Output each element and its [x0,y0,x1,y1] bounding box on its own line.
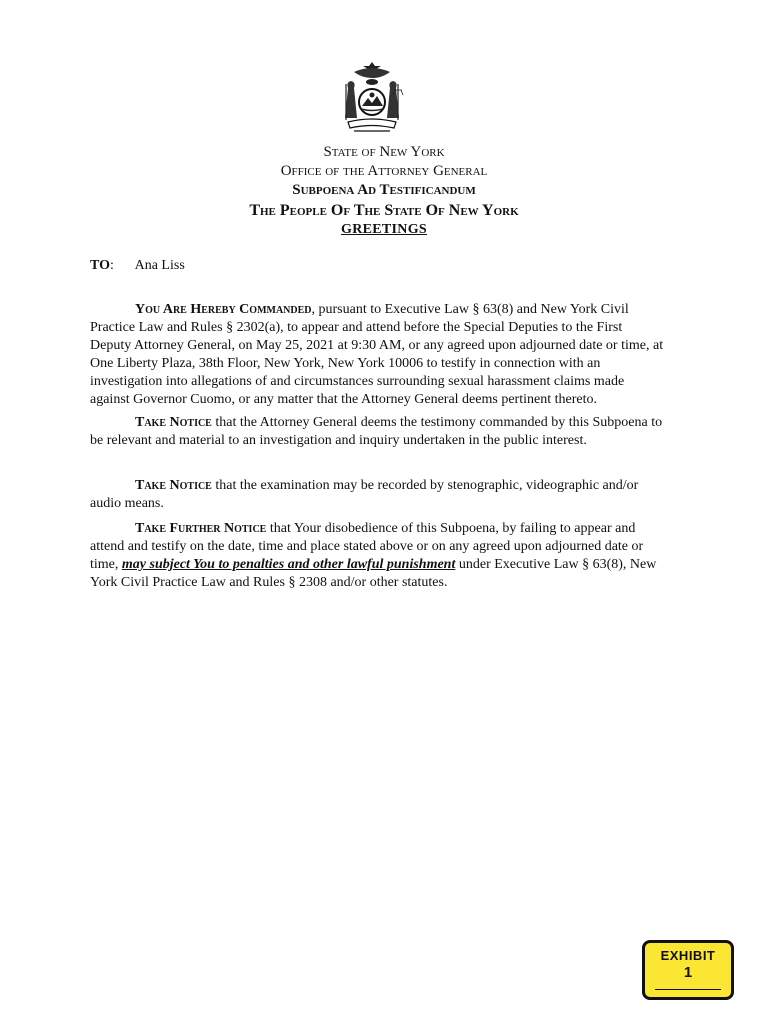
exhibit-label: EXHIBIT [660,948,716,963]
recipient-line [90,258,185,274]
paragraph-lead: You Are Hereby Commanded [135,302,312,317]
to-colon: : [109,258,114,273]
header-subpoena-title: Subpoena Ad Testificandum [292,182,476,198]
header-state: State of New York [323,144,445,160]
exhibit-signature-line [655,989,721,990]
header-people: The People Of The State Of New York [249,202,519,219]
paragraph-lead: Take Notice [135,415,212,430]
paragraph-body: that the examination may be recorded by stenographic, videographic and/or audio means. [90,478,639,511]
paragraph-body: that Your disobedience of this Subpoena, by failing to appear and attend and testify on the date, time and place stated above or on any agreed upon adjourned date or time, [90,521,644,572]
paragraph-further-notice [90,520,665,592]
paragraph-command [90,301,665,409]
paragraph-notice-recording [90,477,665,513]
paragraph-body: , pursuant to Executive Law § 63(8) and New York Civil Practice Law and Rules § 2302(a), to appear and attend before the Special Deputies to the First Deputy Attorney General, on May 25, 2021 at 9:30 AM, or any agreed upon adjourned date or time, at One Liberty Plaza, 38th Floor, New York, New York 10006 to testify in connection with an investigation into allegations of and circumstances surrounding sexual harassment claims made against Governor Cuomo, or any matter that the Attorney General deems pertinent thereto. [90,302,664,407]
paragraph-lead: Take Notice [135,478,212,493]
to-label: TO [90,258,110,273]
ny-state-seal-icon [340,60,404,136]
header-greetings: GREETINGS [341,222,427,237]
paragraph-body: under Executive Law § 63(8), New York Civil Practice Law and Rules § 2308 and/or other statutes. [90,557,657,590]
penalty-warning: may subject You to penalties and other lawful punishment [121,557,456,572]
header-office: Office of the Attorney General [280,163,488,179]
paragraph-body: that the Attorney General deems the testimony commanded by this Subpoena to be relevant and material to an investigation and inquiry undertaken in the public interest. [90,415,663,448]
exhibit-sticker [642,940,734,1000]
paragraph-notice-relevance [90,414,665,450]
exhibit-number: 1 [683,964,693,981]
paragraph-lead: Take Further Notice [135,521,267,536]
recipient-name: Ana Liss [134,258,185,273]
